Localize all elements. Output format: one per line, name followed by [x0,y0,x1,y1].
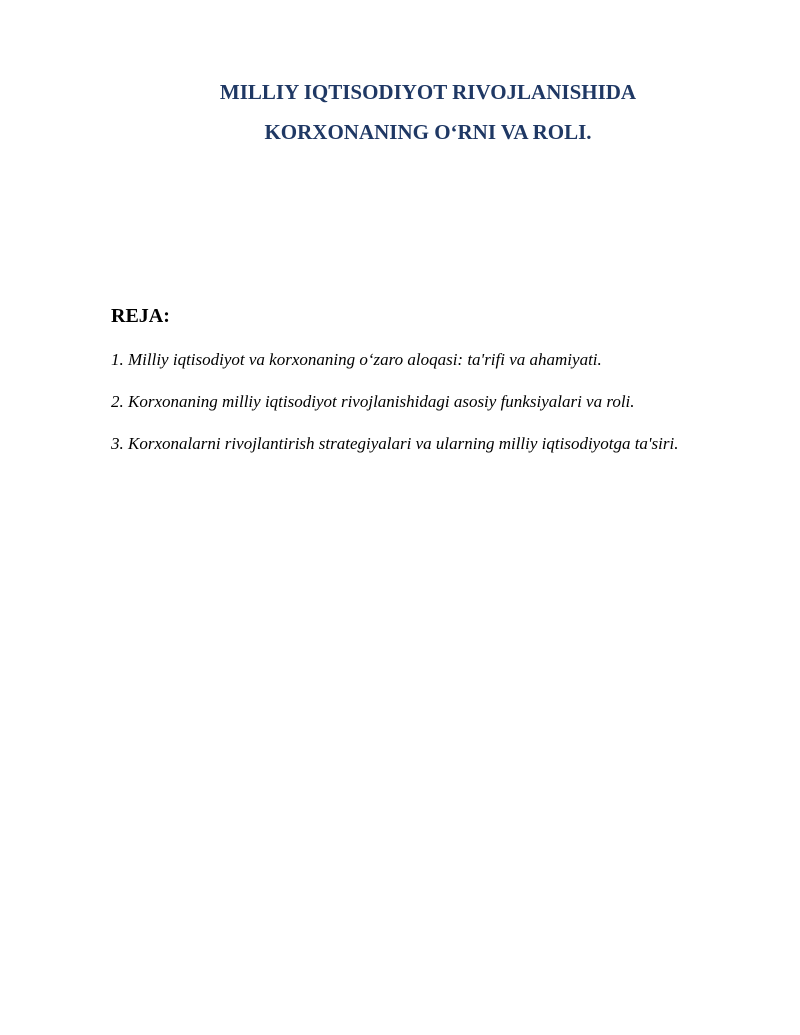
plan-item-2: 2. Korxonaning milliy iqtisodiyot rivojlanishidagi asosiy funksiyalari va roli. [111,392,635,411]
title-line-1: MILLIY IQTISODIYOT RIVOJLANISHIDA [219,80,637,104]
plan-heading: REJA: [111,305,170,327]
title-line-2: KORXONANING O‘RNI VA ROLI. [264,120,592,144]
plan-item-1: 1. Milliy iqtisodiyot va korxonaning o‘zaro aloqasi: ta'rifi va ahamiyati. [111,350,602,369]
document-title [0,72,800,152]
plan-item-3: 3. Korxonalarni rivojlantirish strategiyalari va ularning milliy iqtisodiyotga ta'siri. [111,434,679,453]
plan-list [111,347,791,473]
